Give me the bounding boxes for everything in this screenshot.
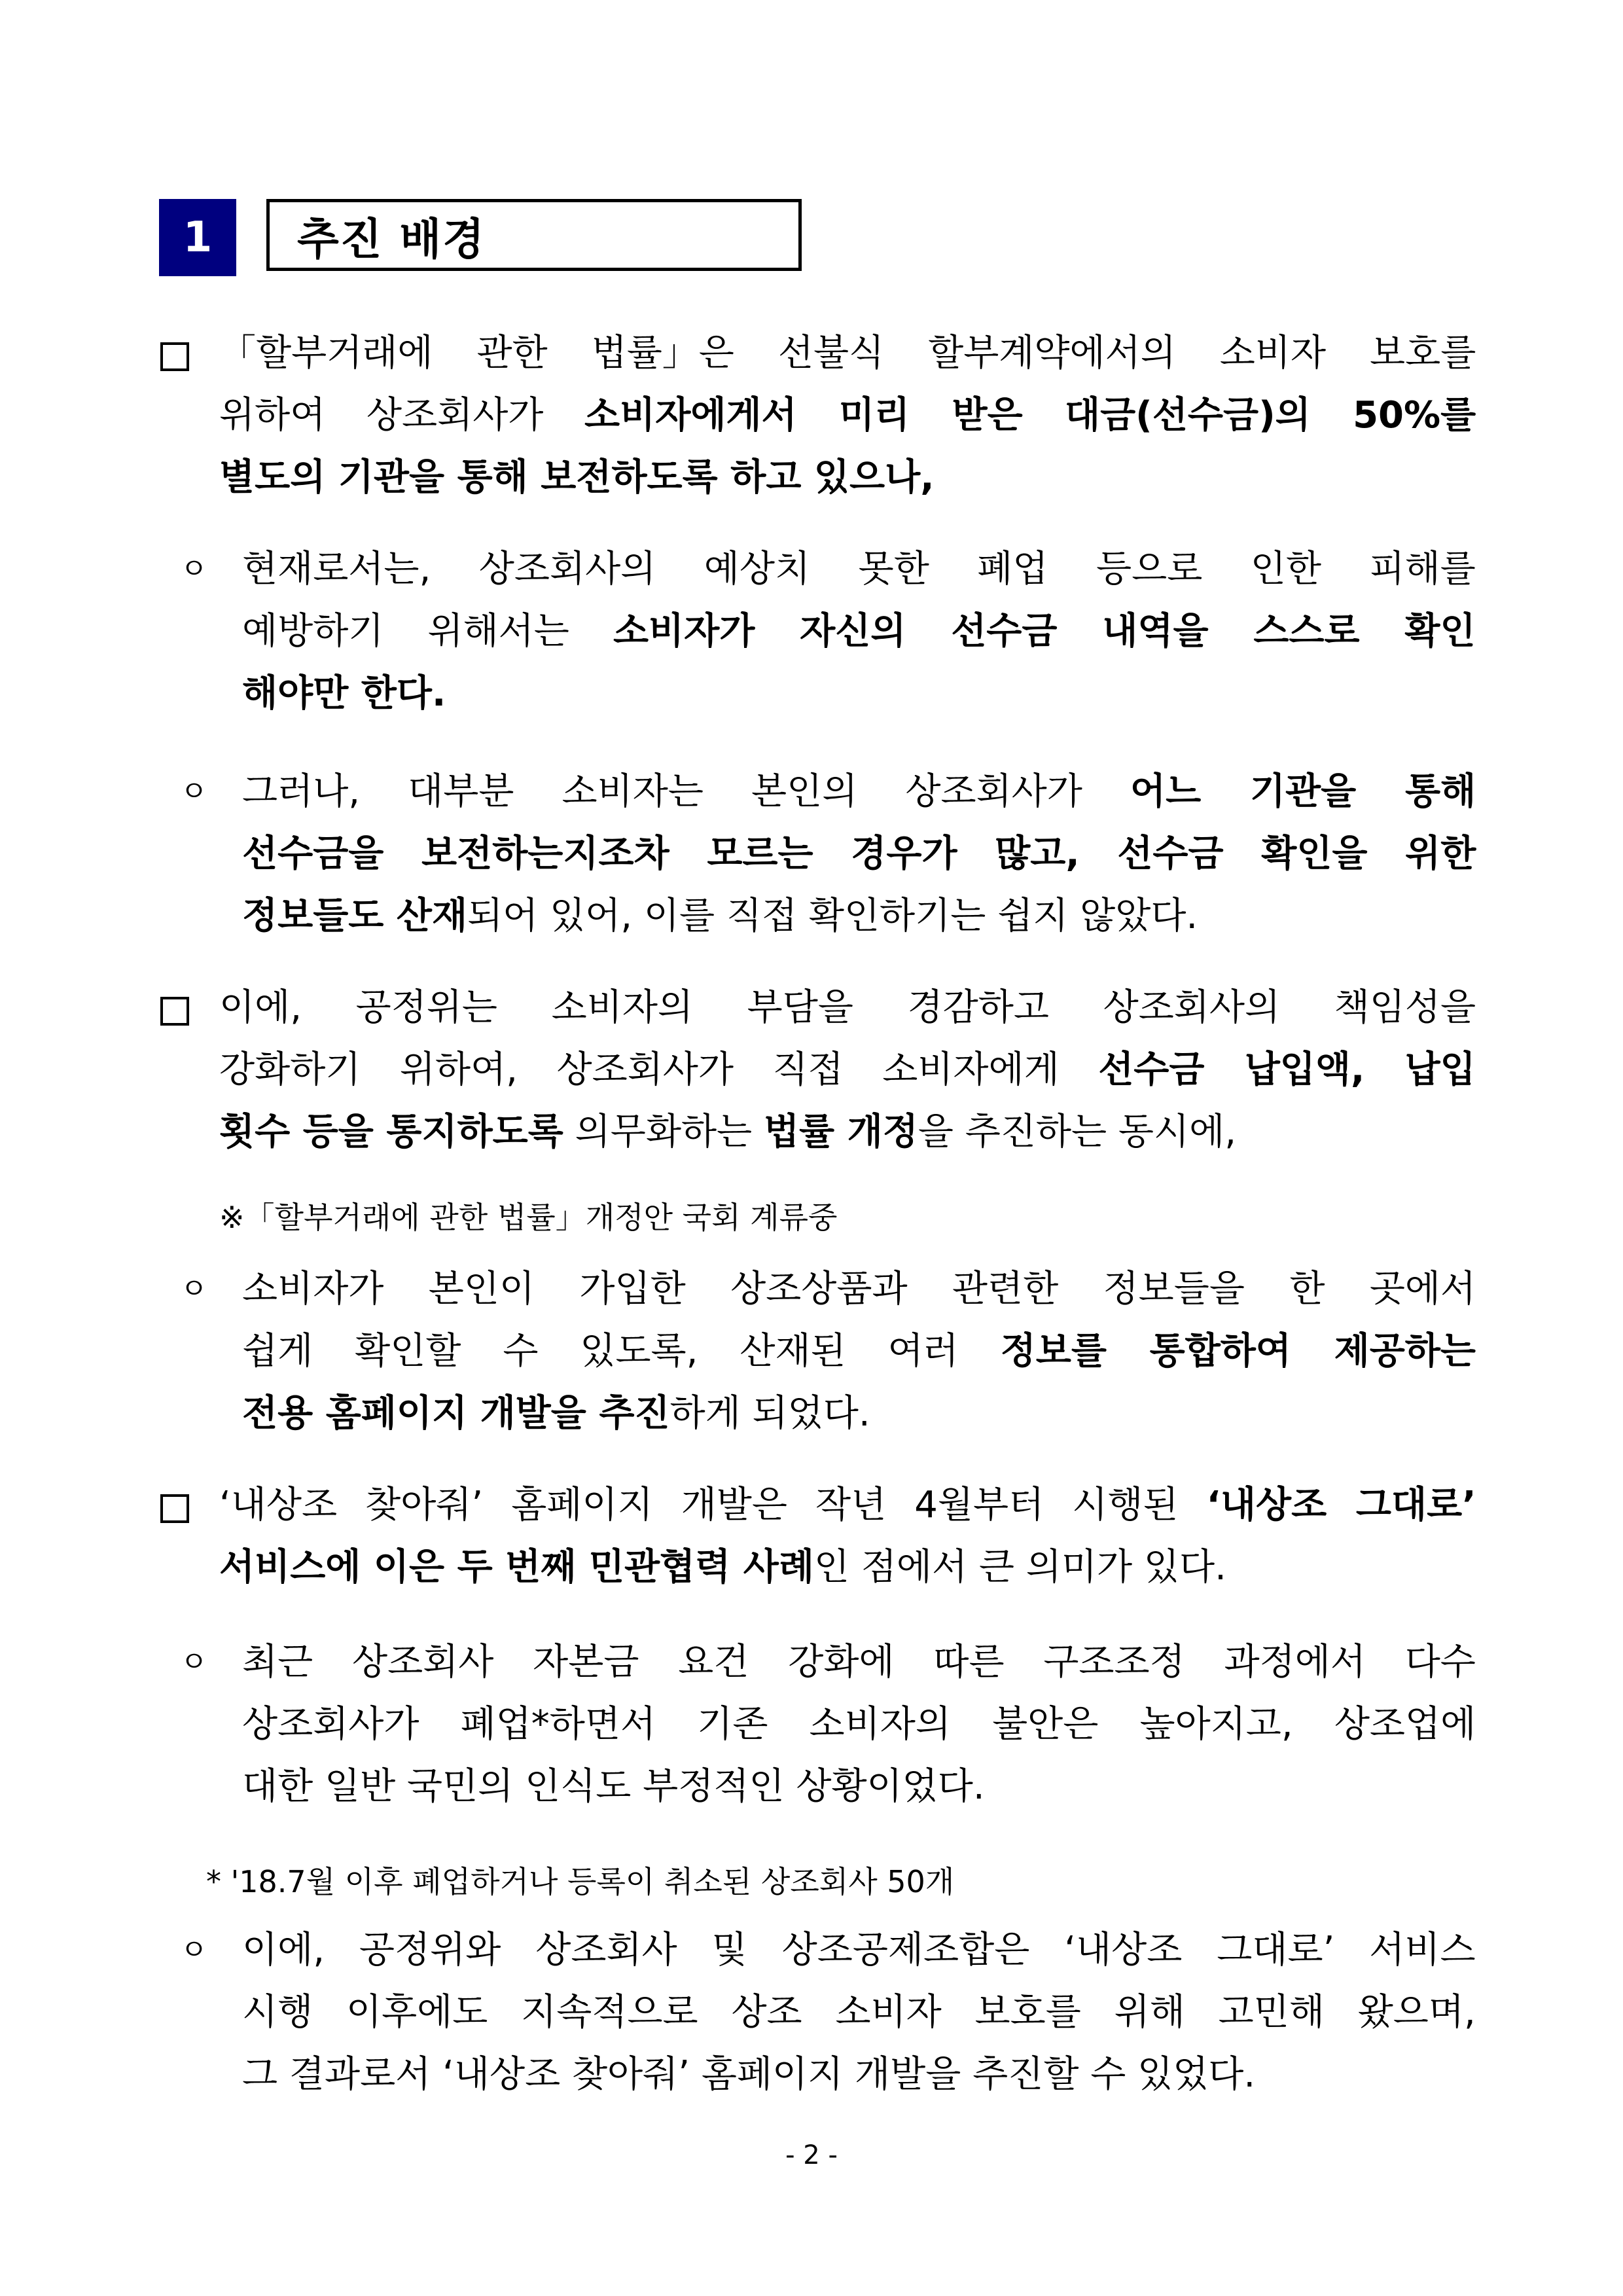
paragraph-line: 이에, 공정위는 소비자의 부담을 경감하고 상조회사의 책임성을 (219, 986, 1476, 1029)
square-bullet-icon (160, 997, 189, 1026)
paragraph-line: 별도의 기관을 통해 보전하도록 하고 있으나, (219, 456, 935, 499)
circle-bullet-icon: ㅇ (180, 1645, 208, 1679)
circle-bullet-icon: ㅇ (180, 552, 208, 586)
paragraph-line: 정보들도 산재되어 있어, 이를 직접 확인하기는 쉽지 않았다. (242, 895, 1198, 937)
paragraph-line: 시행 이후에도 지속적으로 상조 소비자 보호를 위해 고민해 왔으며, (242, 1991, 1476, 2034)
paragraph-line: 현재로서는, 상조회사의 예상치 못한 폐업 등으로 인한 피해를 (242, 548, 1476, 590)
paragraph-line: 상조회사가 폐업*하면서 기존 소비자의 불안은 높아지고, 상조업에 (242, 1703, 1476, 1746)
paragraph-line: 강화하기 위하여, 상조회사가 직접 소비자에게 선수금 납입액, 납입 (219, 1049, 1476, 1091)
square-bullet-icon (160, 342, 189, 371)
paragraph-line: 소비자가 본인이 가입한 상조상품과 관련한 정보들을 한 곳에서 (242, 1268, 1476, 1310)
section-title-box (266, 199, 802, 271)
footnote: ※「할부거래에 관한 법률」개정안 국회 계류중 (219, 1200, 838, 1235)
paragraph-line: 횟수 등을 통지하도록 의무화하는 법률 개정을 추진하는 동시에, (219, 1111, 1237, 1153)
paragraph-line: 그 결과로서 ‘내상조 찾아줘’ 홈페이지 개발을 추진할 수 있었다. (242, 2053, 1256, 2096)
paragraph-line: 전용 홈페이지 개발을 추진하게 되었다. (242, 1392, 870, 1435)
page-number: - 2 - (785, 2140, 838, 2170)
paragraph-line: 위하여 상조회사가 소비자에게서 미리 받은 대금(선수금)의 50%를 (219, 394, 1476, 437)
paragraph-line: 선수금을 보전하는지조차 모르는 경우가 많고, 선수금 확인을 위한 (242, 833, 1476, 875)
paragraph-line: 쉽게 확인할 수 있도록, 산재된 여러 정보를 통합하여 제공하는 (242, 1330, 1476, 1372)
section-number-badge (159, 199, 236, 276)
paragraph-line: 해야만 한다. (242, 672, 446, 715)
paragraph-line: 최근 상조회사 자본금 요건 강화에 따른 구조조정 과정에서 다수 (242, 1641, 1476, 1683)
circle-bullet-icon: ㅇ (180, 1272, 208, 1306)
paragraph-line: 그러나, 대부분 소비자는 본인의 상조회사가 어느 기관을 통해 (242, 770, 1476, 813)
paragraph-line: 「할부거래에 관한 법률」은 선불식 할부계약에서의 소비자 보호를 (219, 332, 1476, 374)
circle-bullet-icon: ㅇ (180, 1933, 208, 1967)
section-number: 1 (183, 213, 213, 262)
paragraph-line: 대한 일반 국민의 인식도 부정적인 상황이었다. (242, 1765, 985, 1808)
square-bullet-icon (160, 1494, 189, 1523)
footnote: * '18.7월 이후 폐업하거나 등록이 취소된 상조회사 50개 (206, 1864, 955, 1899)
paragraph-line: 서비스에 이은 두 번째 민관협력 사례인 점에서 큰 의미가 있다. (219, 1546, 1226, 1588)
paragraph-line: 이에, 공정위와 상조회사 및 상조공제조합은 ‘내상조 그대로’ 서비스 (242, 1929, 1476, 1971)
circle-bullet-icon: ㅇ (180, 775, 208, 808)
section-title: 추진 배경 (297, 213, 486, 264)
paragraph-line: ‘내상조 찾아줘’ 홈페이지 개발은 작년 4월부터 시행된 ‘내상조 그대로’ (219, 1484, 1476, 1526)
paragraph-line: 예방하기 위해서는 소비자가 자신의 선수금 내역을 스스로 확인 (242, 610, 1476, 653)
